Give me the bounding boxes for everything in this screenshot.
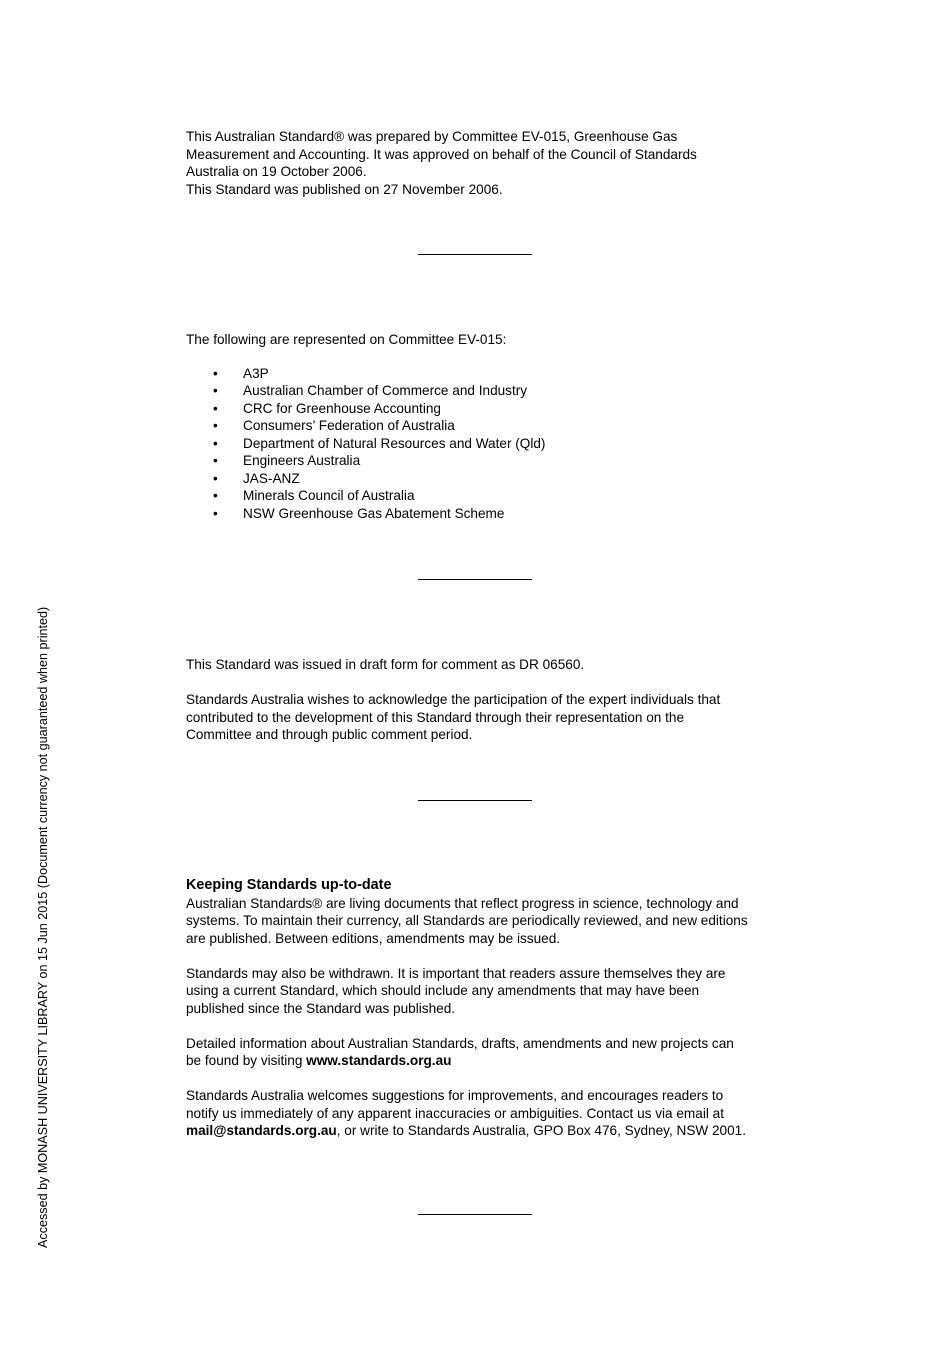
access-watermark: Accessed by MONASH UNIVERSITY LIBRARY on 15 Jun 2015 (Document currency not guaranteed when printed): [36, 606, 50, 1248]
bullet-icon: •: [213, 400, 218, 416]
list-item: [186, 487, 776, 505]
list-item: [186, 505, 776, 523]
committee-members-list: [186, 365, 776, 523]
member-name: Australian Chamber of Commerce and Industry: [243, 383, 528, 398]
paragraph-line: [186, 1122, 776, 1140]
section-divider: [418, 1214, 532, 1215]
paragraph-line: systems. To maintain their currency, all Standards are periodically reviewed, and new editions: [186, 913, 748, 928]
committee-intro: The following are represented on Committee EV-015:: [186, 332, 507, 347]
list-item: [186, 417, 776, 435]
draft-note: This Standard was issued in draft form for comment as DR 06560.: [186, 657, 585, 672]
member-name: A3P: [243, 365, 269, 381]
bullet-icon: •: [213, 505, 218, 521]
ack-line: Standards Australia wishes to acknowledge the participation of the expert individuals that: [186, 692, 721, 707]
bullet-icon: •: [213, 365, 218, 381]
paragraph-line: published since the Standard was published.: [186, 1000, 456, 1016]
prep-line: Measurement and Accounting. It was approved on behalf of the Council of Standards: [186, 146, 697, 162]
paragraph-line: notify us immediately of any apparent inaccuracies or ambiguities. Contact us via email at: [186, 1105, 724, 1121]
list-item: [186, 435, 776, 453]
email-link[interactable]: mail@standards.org.au: [186, 1123, 337, 1138]
preparation-note: [186, 128, 776, 198]
ack-line: contributed to the development of this Standard through their representation on the: [186, 709, 685, 725]
committee-section: [186, 331, 776, 522]
paragraph-line: [186, 1052, 776, 1070]
member-name: JAS-ANZ: [243, 470, 300, 486]
list-item: [186, 400, 776, 418]
member-name: Minerals Council of Australia: [243, 488, 415, 503]
website-link[interactable]: www.standards.org.au: [306, 1053, 452, 1068]
member-name: Department of Natural Resources and Water (Qld): [243, 435, 546, 451]
publication-date: This Standard was published on 27 November 2006.: [186, 181, 503, 197]
section-divider: [418, 579, 532, 580]
prep-line: This Australian Standard® was prepared by Committee EV-015, Greenhouse Gas: [186, 129, 678, 144]
list-item: [186, 365, 776, 383]
address-text: , or write to Standards Australia, GPO Box 476, Sydney, NSW 2001.: [336, 1123, 747, 1138]
list-item: [186, 470, 776, 488]
up-to-date-section: [186, 877, 776, 1140]
member-name: Engineers Australia: [243, 453, 361, 468]
section-divider: [418, 254, 532, 255]
bullet-icon: •: [213, 453, 218, 468]
paragraph-line: Standards Australia welcomes suggestions for improvements, and encourages readers to: [186, 1088, 724, 1103]
bullet-icon: •: [213, 383, 218, 398]
section-heading: Keeping Standards up-to-date: [186, 877, 392, 893]
bullet-icon: •: [213, 470, 218, 486]
list-item: [186, 452, 776, 470]
paragraph-line: are published. Between editions, amendments may be issued.: [186, 930, 561, 946]
draft-section: [186, 656, 776, 744]
section-divider: [418, 800, 532, 801]
prep-line: Australia on 19 October 2006.: [186, 164, 367, 179]
paragraph-line: Standards may also be withdrawn. It is important that readers assure themselves they are: [186, 965, 726, 981]
bullet-icon: •: [213, 435, 218, 451]
paragraph-line: Detailed information about Australian Standards, drafts, amendments and new projects can: [186, 1035, 734, 1051]
paragraph-line: using a current Standard, which should include any amendments that may have been: [186, 983, 700, 998]
list-item: [186, 382, 776, 400]
bullet-icon: •: [213, 488, 218, 503]
paragraph-line: Australian Standards® are living documents that reflect progress in science, technology and: [186, 895, 739, 911]
member-name: NSW Greenhouse Gas Abatement Scheme: [243, 505, 505, 521]
member-name: CRC for Greenhouse Accounting: [243, 400, 441, 416]
ack-line: Committee and through public comment period.: [186, 727, 473, 742]
member-name: Consumers’ Federation of Australia: [243, 418, 455, 433]
link-prefix: be found by visiting: [186, 1053, 307, 1068]
bullet-icon: •: [213, 418, 218, 433]
